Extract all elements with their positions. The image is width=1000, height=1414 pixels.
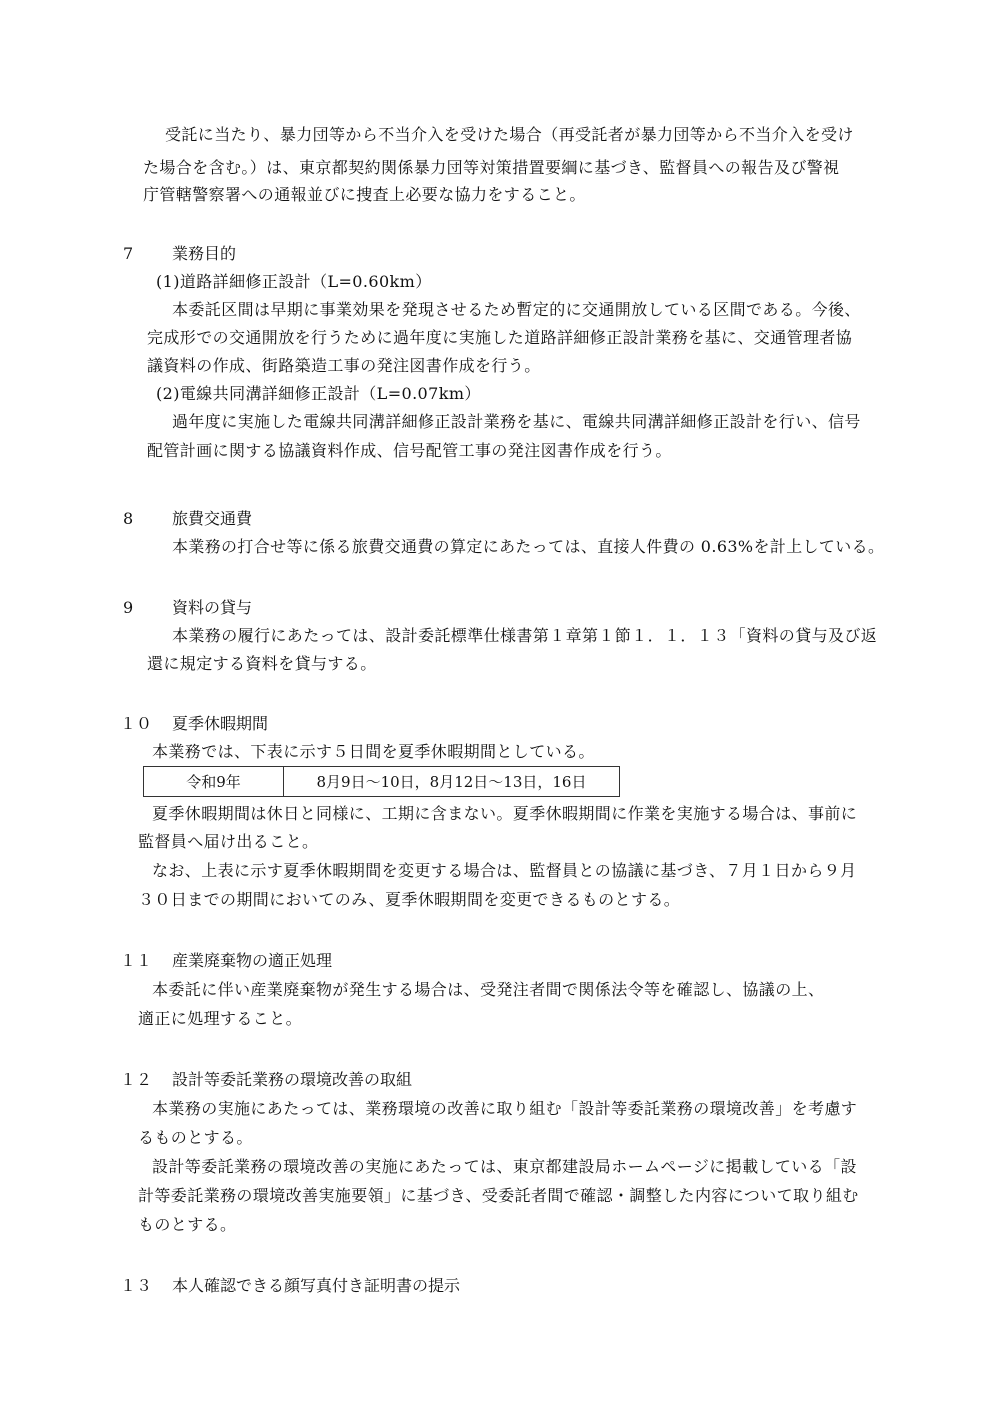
section-10-line5: ３０日までの期間においてのみ、夏季休暇期間を変更できるものとする。 (138, 890, 681, 909)
section-7-para1-line3: 議資料の作成、街路築造工事の発注図書作成を行う。 (147, 356, 541, 375)
section-12-number: １２ (120, 1070, 153, 1089)
section-11-number: １１ (120, 951, 153, 970)
section-7-subheading-2: (2)電線共同溝詳細修正設計（L=0.07km） (156, 384, 481, 403)
section-7-number: 7 (123, 244, 134, 263)
holiday-dates-cell: 8月9日～10日，8月12日～13日，16日 (284, 767, 620, 797)
section-12-title: 設計等委託業務の環境改善の取組 (172, 1070, 413, 1089)
section-8-title: 旅費交通費 (172, 509, 253, 528)
section-12-line5: ものとする。 (138, 1215, 237, 1234)
intro-line-3: 庁管轄警察署への通報並びに捜査上必要な協力をすること。 (143, 185, 586, 204)
section-7-para1-line1: 本委託区間は早期に事業効果を発現させるため暫定的に交通開放している区間である。今後、 (172, 300, 861, 319)
section-8-line1: 本業務の打合せ等に係る旅費交通費の算定にあたっては、直接人件費の 0.63%を計上している。 (172, 537, 885, 556)
section-9-number: 9 (123, 598, 134, 617)
intro-line-2: た場合を含む。）は、東京都契約関係暴力団等対策措置要綱に基づき、監督員への報告及び警視 (143, 158, 840, 177)
table-row (144, 767, 620, 797)
section-13-number: １３ (120, 1276, 153, 1295)
section-8-number: 8 (123, 509, 134, 528)
section-9-title: 資料の貸与 (172, 598, 253, 617)
section-11-line1: 本委託に伴い産業廃棄物が発生する場合は、受発注者間で関係法令等を確認し、協議の上、 (152, 980, 825, 999)
section-7-subheading-1: (1)道路詳細修正設計（L=0.60km） (156, 272, 432, 291)
section-7-para2-line1: 過年度に実施した電線共同溝詳細修正設計業務を基に、電線共同溝詳細修正設計を行い、信号 (172, 412, 861, 431)
section-7-title: 業務目的 (172, 244, 237, 263)
section-10-line4: なお、上表に示す夏季休暇期間を変更する場合は、監督員との協議に基づき、７月１日から９月 (152, 861, 857, 880)
section-10-title: 夏季休暇期間 (172, 714, 269, 733)
holiday-year-cell: 令和9年 (144, 767, 284, 797)
section-7-para2-line2: 配管計画に関する協議資料作成、信号配管工事の発注図書作成を行う。 (147, 441, 672, 460)
summer-holiday-table (143, 766, 620, 797)
section-12-line1: 本業務の実施にあたっては、業務環境の改善に取り組む「設計等委託業務の環境改善」を考慮す (152, 1099, 858, 1118)
section-11-title: 産業廃棄物の適正処理 (172, 951, 333, 970)
section-10-line3: 監督員へ届け出ること。 (138, 832, 319, 851)
section-9-line2: 還に規定する資料を貸与する。 (147, 654, 377, 673)
section-10-line2: 夏季休暇期間は休日と同様に、工期に含まない。夏季休暇期間に作業を実施する場合は、事前に (152, 804, 858, 823)
section-11-line2: 適正に処理すること。 (138, 1009, 303, 1028)
section-10-number: １０ (120, 714, 153, 733)
section-13-title: 本人確認できる顔写真付き証明書の提示 (172, 1276, 461, 1295)
section-9-line1: 本業務の履行にあたっては、設計委託標準仕様書第１章第１節１．１．１３「資料の貸与及び返 (172, 626, 878, 645)
section-7-para1-line2: 完成形での交通開放を行うために過年度に実施した道路詳細修正設計業務を基に、交通管理者協 (147, 328, 853, 347)
section-12-line4: 計等委託業務の環境改善実施要領」に基づき、受委託者間で確認・調整した内容について取り組む (138, 1186, 859, 1205)
section-12-line2: るものとする。 (138, 1128, 253, 1147)
section-10-line1: 本業務では、下表に示す５日間を夏季休暇期間としている。 (152, 742, 595, 761)
section-12-line3: 設計等委託業務の環境改善の実施にあたっては、東京都建設局ホームページに掲載している「設 (152, 1157, 857, 1176)
intro-line-1: 受託に当たり、暴力団等から不当介入を受けた場合（再受託者が暴力団等から不当介入を受け (165, 125, 854, 144)
